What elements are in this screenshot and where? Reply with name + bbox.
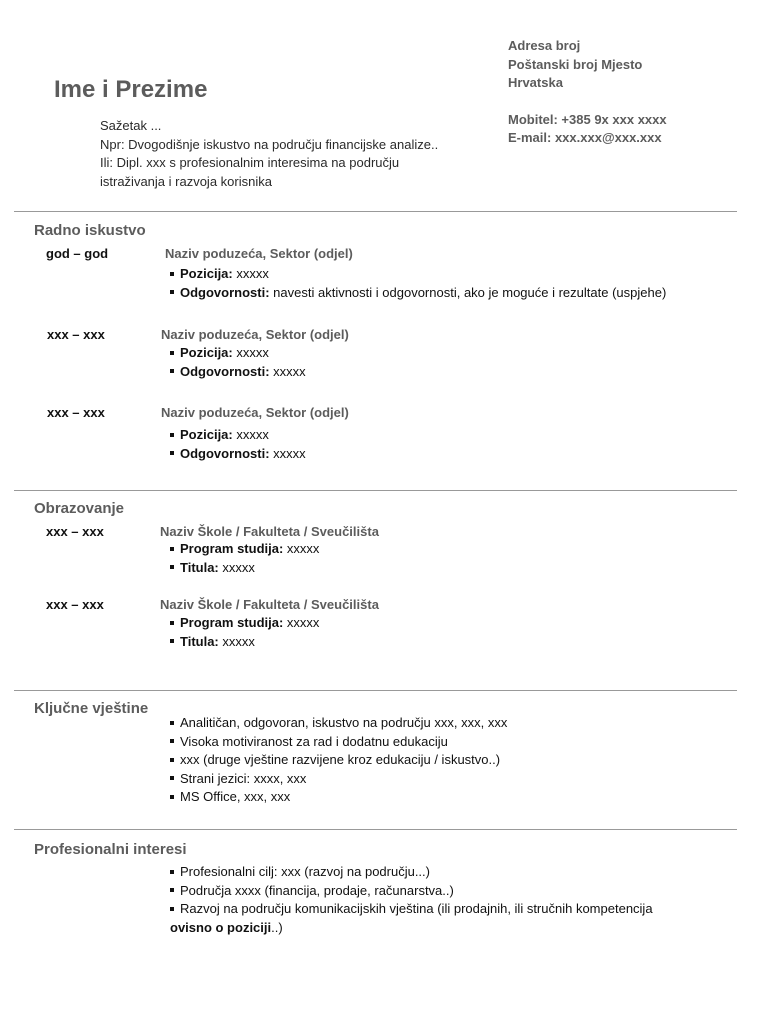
summary-line: Ili: Dipl. xxx s profesionalnim interesima na području (100, 155, 400, 170)
education-date: xxx – xxx (46, 597, 104, 612)
list-item: Program studija: xxxxx (170, 540, 319, 559)
section-title-interests: Profesionalni interesi (34, 841, 187, 858)
education-institution: Naziv Škole / Fakulteta / Sveučilišta (160, 597, 379, 612)
section-title-education: Obrazovanje (34, 500, 125, 517)
section-divider (14, 211, 737, 212)
job-date: xxx – xxx (47, 327, 105, 342)
section-title-experience: Radno iskustvo (34, 222, 146, 239)
bullet-icon (170, 888, 174, 892)
bullet-icon (170, 907, 174, 911)
education-details (170, 540, 319, 577)
bullet-icon (170, 451, 174, 455)
bullet-icon (170, 621, 174, 625)
email-line: E-mail: xxx.xxx@xxx.xxx (508, 130, 662, 145)
bullet-icon (170, 795, 174, 799)
section-divider (14, 829, 737, 830)
list-item: Analitičan, odgovoran, iskustvo na području xxx, xxx, xxx (170, 714, 507, 733)
address-line: Adresa broj (508, 38, 581, 53)
list-item: MS Office, xxx, xxx (170, 788, 507, 807)
bullet-icon (170, 758, 174, 762)
section-divider (14, 490, 737, 491)
bullet-icon (170, 369, 174, 373)
interests-list (170, 863, 653, 937)
job-details (170, 426, 306, 463)
list-item: Pozicija: xxxxx (170, 344, 306, 363)
list-item: Pozicija: xxxxx (170, 265, 666, 284)
mobile-line: Mobitel: +385 9x xxx xxxx (508, 111, 667, 127)
education-details (170, 614, 319, 651)
list-item-continuation: ovisno o poziciji..) (170, 919, 283, 935)
job-details (170, 265, 666, 302)
job-company: Naziv poduzeća, Sektor (odjel) (161, 327, 349, 342)
list-item: xxx (druge vještine razvijene kroz edukaciju / iskustvo..) (170, 751, 507, 770)
bullet-icon (170, 739, 174, 743)
list-item: Odgovornosti: xxxxx (170, 363, 306, 382)
bullet-icon (170, 433, 174, 437)
list-item: Titula: xxxxx (170, 633, 319, 652)
bullet-icon (170, 351, 174, 355)
list-item: Razvoj na području komunikacijskih vještina (ili prodajnih, ili stručnih kompetencija (170, 900, 653, 919)
bullet-icon (170, 547, 174, 551)
section-divider (14, 690, 737, 691)
job-date: god – god (46, 246, 109, 261)
job-company: Naziv poduzeća, Sektor (odjel) (161, 405, 349, 420)
bullet-icon (170, 870, 174, 874)
education-date: xxx – xxx (46, 524, 104, 539)
summary-line: Npr: Dvogodišnje iskustvo na području financijske analize.. (100, 136, 439, 152)
bullet-icon (170, 272, 174, 276)
list-item: Profesionalni cilj: xxx (razvoj na području...) (170, 863, 653, 882)
education-institution: Naziv Škole / Fakulteta / Sveučilišta (160, 524, 379, 539)
list-item: Područja xxxx (financija, prodaje, računarstva..) (170, 882, 653, 901)
job-company: Naziv poduzeća, Sektor (odjel) (165, 246, 353, 261)
address-line: Hrvatska (508, 75, 563, 90)
skills-list (170, 714, 507, 807)
summary-block (100, 117, 438, 191)
summary-line: istraživanja i razvoja korisnika (100, 173, 272, 189)
bullet-icon (170, 776, 174, 780)
bullet-icon (170, 290, 174, 294)
summary-line: Sažetak ... (100, 118, 162, 133)
section-title-skills: Ključne vještine (34, 700, 149, 717)
bullet-icon (170, 721, 174, 725)
list-item: Pozicija: xxxxx (170, 426, 306, 445)
address-line: Poštanski broj Mjesto (508, 56, 643, 72)
list-item: Odgovornosti: navesti aktivnosti i odgovornosti, ako je moguće i rezultate (uspjehe) (170, 284, 666, 303)
list-item: Visoka motiviranost za rad i dodatnu edukaciju (170, 733, 507, 752)
list-item: Titula: xxxxx (170, 559, 319, 578)
job-details (170, 344, 306, 381)
list-item: Strani jezici: xxxx, xxx (170, 770, 507, 789)
list-item: Program studija: xxxxx (170, 614, 319, 633)
job-date: xxx – xxx (47, 405, 105, 420)
list-item: Odgovornosti: xxxxx (170, 445, 306, 464)
contact-block (508, 37, 667, 148)
full-name: Ime i Prezime (54, 76, 208, 103)
bullet-icon (170, 565, 174, 569)
bullet-icon (170, 639, 174, 643)
